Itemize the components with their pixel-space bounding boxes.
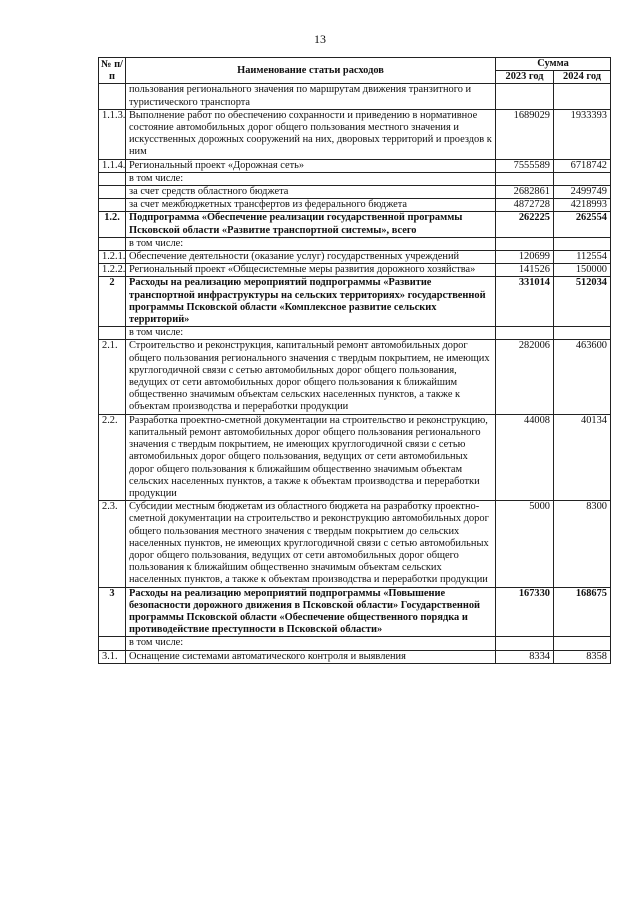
table-row	[99, 637, 611, 650]
row-name: за счет средств областного бюджета	[126, 186, 496, 199]
header-year-2024: 2024 год	[554, 71, 611, 84]
row-number: 2.2.	[99, 414, 126, 500]
row-number	[99, 327, 126, 340]
row-value-2023: 1689029	[496, 109, 554, 159]
row-value-2024: 4218993	[554, 199, 611, 212]
row-number	[99, 237, 126, 250]
row-value-2023: 8334	[496, 650, 554, 663]
row-name: Оснащение системами автоматического контроля и выявления	[126, 650, 496, 663]
row-value-2024: 150000	[554, 264, 611, 277]
table-row	[99, 186, 611, 199]
row-value-2024: 112554	[554, 251, 611, 264]
row-name: в том числе:	[126, 237, 496, 250]
row-value-2024: 40134	[554, 414, 611, 500]
header-number: № п/п	[99, 58, 126, 84]
table-row	[99, 501, 611, 587]
row-number	[99, 84, 126, 109]
row-value-2023: 5000	[496, 501, 554, 587]
row-value-2023: 7555589	[496, 159, 554, 172]
row-name: Подпрограмма «Обеспечение реализации государственной программы Псковской области «Развитие транспортной системы», всего	[126, 212, 496, 237]
row-value-2023: 282006	[496, 340, 554, 414]
table-row	[99, 237, 611, 250]
row-value-2023	[496, 84, 554, 109]
table-row	[99, 159, 611, 172]
row-value-2023: 167330	[496, 587, 554, 637]
row-name: Разработка проектно-сметной документации на строительство и реконструкцию, капитальный ремонт автомобильных дорог общего пользования регионального значения с твердым покрытием, не имеющих круглогодичной связи с сетью автомобильных дорог общего пользования, ведущих от сети автомобильных дорог общего пользования к ближайшим общественно значимым объектам сельских населенных пунктов, а также к объектам производства и переработки продукции	[126, 414, 496, 500]
budget-table	[98, 57, 611, 664]
row-value-2024: 1933393	[554, 109, 611, 159]
row-number	[99, 199, 126, 212]
row-name: Расходы на реализацию мероприятий подпрограммы «Развитие транспортной инфраструктуры на сельских территориях» государственной программы Псковской области «Комплексное развитие сельских территорий»	[126, 277, 496, 327]
row-value-2024	[554, 172, 611, 185]
row-number: 2.3.	[99, 501, 126, 587]
row-name: пользования регионального значения по маршрутам движения транзитного и туристического транспорта	[126, 84, 496, 109]
row-value-2023: 44008	[496, 414, 554, 500]
row-number: 3	[99, 587, 126, 637]
page-number: 13	[314, 32, 326, 46]
table-row	[99, 251, 611, 264]
row-value-2023	[496, 172, 554, 185]
table-row	[99, 277, 611, 327]
row-value-2024	[554, 637, 611, 650]
row-value-2024: 2499749	[554, 186, 611, 199]
row-name: Субсидии местным бюджетам из областного бюджета на разработку проектно-сметной документации на строительство и реконструкцию автомобильных дорог общего пользования местного значения с твердым покрытием до сельских населенных пунктов, не имеющих круглогодичной связи с сетью автомобильных дорог общего пользования, ведущих от сети автомобильных дорог общего пользования к ближайшим общественно значимым объектам сельских населенных пунктов, а также к объектам производства и переработки продукции	[126, 501, 496, 587]
table-row	[99, 340, 611, 414]
row-name: Строительство и реконструкция, капитальный ремонт автомобильных дорог общего пользования регионального значения с твердым покрытием, не имеющих круглогодичной связи с сетью автомобильных дорог общего пользования, ведущих от сети автомобильных дорог общего пользования к ближайшим общественно значимым объектам сельских населенных пунктов, а также к объектам производства и переработки продукции	[126, 340, 496, 414]
table-row	[99, 264, 611, 277]
row-value-2024	[554, 327, 611, 340]
table-row	[99, 650, 611, 663]
header-name: Наименование статьи расходов	[126, 58, 496, 84]
row-value-2024: 8300	[554, 501, 611, 587]
row-value-2023: 262225	[496, 212, 554, 237]
row-number: 1.2.2.	[99, 264, 126, 277]
row-value-2023	[496, 637, 554, 650]
row-number: 1.1.3.	[99, 109, 126, 159]
row-number	[99, 172, 126, 185]
row-name: Расходы на реализацию мероприятий подпрограммы «Повышение безопасности дорожного движения в Псковской области» Государственной программы Псковской области «Обеспечение общественного порядка и противодействие преступности в Псковской области»	[126, 587, 496, 637]
table-body	[99, 84, 611, 663]
table-header	[99, 58, 611, 84]
row-number: 2	[99, 277, 126, 327]
header-year-2023: 2023 год	[496, 71, 554, 84]
row-name: Региональный проект «Дорожная сеть»	[126, 159, 496, 172]
row-value-2023: 4872728	[496, 199, 554, 212]
table-row	[99, 327, 611, 340]
row-name: Обеспечение деятельности (оказание услуг) государственных учреждений	[126, 251, 496, 264]
row-value-2024: 262554	[554, 212, 611, 237]
row-name: Региональный проект «Общесистемные меры развития дорожного хозяйства»	[126, 264, 496, 277]
row-value-2023: 141526	[496, 264, 554, 277]
table-row	[99, 414, 611, 500]
row-value-2024: 6718742	[554, 159, 611, 172]
row-value-2023: 120699	[496, 251, 554, 264]
table-row	[99, 172, 611, 185]
row-value-2024	[554, 237, 611, 250]
table-row	[99, 84, 611, 109]
row-number	[99, 186, 126, 199]
row-name: в том числе:	[126, 327, 496, 340]
table-row	[99, 212, 611, 237]
row-name: в том числе:	[126, 637, 496, 650]
row-value-2023	[496, 327, 554, 340]
row-value-2024: 512034	[554, 277, 611, 327]
row-value-2023	[496, 237, 554, 250]
row-value-2024: 463600	[554, 340, 611, 414]
row-name: в том числе:	[126, 172, 496, 185]
row-value-2023: 331014	[496, 277, 554, 327]
table-row	[99, 109, 611, 159]
row-value-2023: 2682861	[496, 186, 554, 199]
table-row	[99, 199, 611, 212]
row-number: 3.1.	[99, 650, 126, 663]
row-name: Выполнение работ по обеспечению сохранности и приведению в нормативное состояние автомобильных дорог общего пользования местного значения и искусственных дорожных сооружений на них, дворовых территорий и проездов к ним	[126, 109, 496, 159]
row-number: 1.1.4.	[99, 159, 126, 172]
row-number	[99, 637, 126, 650]
row-number: 2.1.	[99, 340, 126, 414]
header-sum: Сумма	[496, 58, 611, 71]
row-value-2024: 8358	[554, 650, 611, 663]
row-value-2024: 168675	[554, 587, 611, 637]
row-number: 1.2.1.	[99, 251, 126, 264]
row-number: 1.2.	[99, 212, 126, 237]
row-value-2024	[554, 84, 611, 109]
table-row	[99, 587, 611, 637]
row-name: за счет межбюджетных трансфертов из федерального бюджета	[126, 199, 496, 212]
